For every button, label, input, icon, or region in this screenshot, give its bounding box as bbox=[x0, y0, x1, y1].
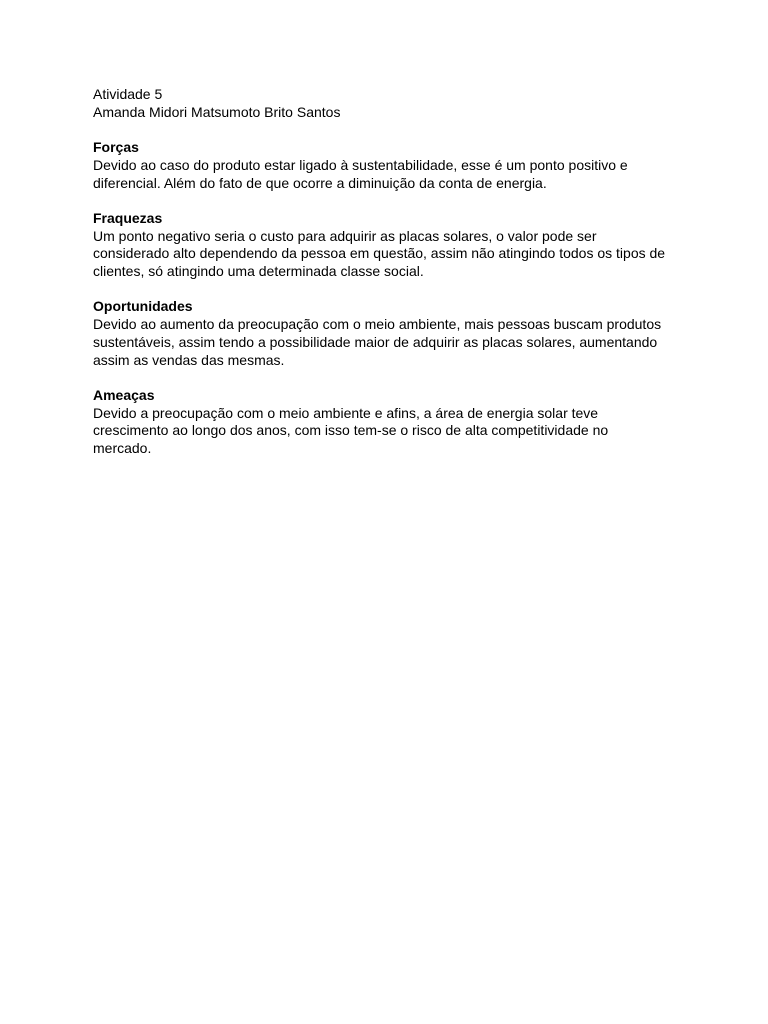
paragraph-line: mercado. bbox=[93, 440, 152, 456]
section-forcas bbox=[93, 139, 683, 192]
activity-title: Atividade 5 bbox=[93, 86, 163, 102]
paragraph-line: sustentáveis, assim tendo a possibilidade maior de adquirir as placas solares, aumentando bbox=[93, 333, 658, 350]
paragraph-line: diferencial. Além do fato de que ocorre a diminuição da conta de energia. bbox=[93, 174, 547, 191]
section-heading: Forças bbox=[93, 139, 139, 156]
section-oportunidades bbox=[93, 298, 683, 369]
paragraph-line: Devido ao caso do produto estar ligado à sustentabilidade, esse é um ponto positivo e bbox=[93, 156, 628, 173]
section-heading: Oportunidades bbox=[93, 298, 193, 315]
section-heading: Ameaças bbox=[93, 386, 155, 403]
paragraph-line: crescimento ao longo dos anos, com isso tem-se o risco de alta competitividade no bbox=[93, 422, 609, 439]
paragraph-line: Um ponto negativo seria o custo para adquirir as placas solares, o valor pode ser bbox=[93, 227, 597, 244]
paragraph-line: Devido ao aumento da preocupação com o meio ambiente, mais pessoas buscam produtos bbox=[93, 316, 662, 333]
section-heading: Fraquezas bbox=[93, 209, 163, 226]
document-content bbox=[93, 86, 683, 458]
section-ameacas bbox=[93, 387, 683, 458]
paragraph-line: assim as vendas das mesmas. bbox=[93, 351, 285, 368]
paragraph-line: clientes, só atingindo uma determinada classe social. bbox=[93, 263, 424, 279]
section-fraquezas bbox=[93, 210, 683, 281]
paragraph-line: Devido a preocupação com o meio ambiente e afins, a área de energia solar teve bbox=[93, 404, 599, 421]
paragraph-line: considerado alto dependendo da pessoa em questão, assim não atingindo todos os tipos de bbox=[93, 245, 666, 262]
author-name: Amanda Midori Matsumoto Brito Santos bbox=[93, 103, 341, 120]
